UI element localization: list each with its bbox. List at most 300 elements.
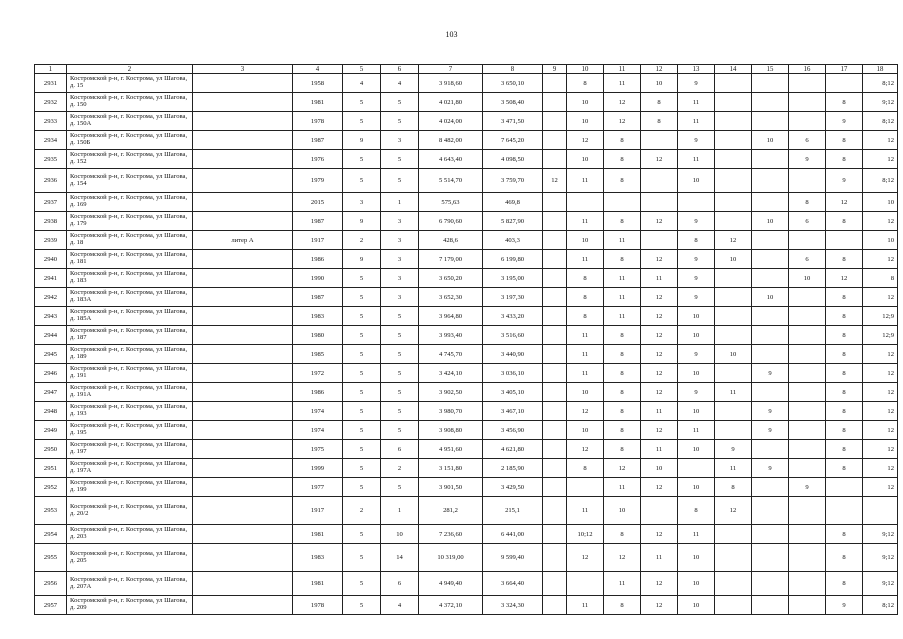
table-cell: 5	[343, 525, 381, 544]
table-cell: 2950	[35, 440, 67, 459]
table-cell: 8 482,00	[419, 131, 483, 150]
table-cell: 5	[343, 326, 381, 345]
column-header-18: 18	[863, 65, 898, 74]
table-cell	[826, 231, 863, 250]
table-cell: 10	[863, 231, 898, 250]
table-cell: 12	[863, 250, 898, 269]
column-header-11: 11	[604, 65, 641, 74]
table-cell: 8	[826, 525, 863, 544]
address-cell: Костромской р-н, г. Кострома, ул Шагова, д. 20/2	[67, 497, 193, 525]
table-cell: 11	[604, 269, 641, 288]
table-cell: 12	[641, 478, 678, 497]
table-cell: 12;9	[863, 307, 898, 326]
table-cell	[193, 269, 293, 288]
table-cell	[543, 150, 567, 169]
table-cell: 9	[678, 383, 715, 402]
address-cell: Костромской р-н, г. Кострома, ул Шагова, д. 199	[67, 478, 193, 497]
table-cell: 1	[381, 193, 419, 212]
address-cell: Костромской р-н, г. Кострома, ул Шагова, д. 187	[67, 326, 193, 345]
table-cell: 11	[567, 364, 604, 383]
table-cell	[543, 544, 567, 572]
table-row	[35, 572, 898, 596]
table-cell	[193, 93, 293, 112]
table-cell: 6	[789, 212, 826, 231]
table-cell: 5	[343, 112, 381, 131]
table-cell: 5	[381, 402, 419, 421]
table-cell: 8;12	[863, 169, 898, 193]
table-cell: 10	[752, 131, 789, 150]
table-cell	[789, 93, 826, 112]
table-cell: 2953	[35, 497, 67, 525]
table-cell	[543, 345, 567, 364]
column-header-4: 4	[293, 65, 343, 74]
table-cell: 5	[343, 364, 381, 383]
table-cell	[193, 459, 293, 478]
address-cell: Костромской р-н, г. Кострома, ул Шагова, д. 169	[67, 193, 193, 212]
table-cell	[752, 74, 789, 93]
column-header-7: 7	[419, 65, 483, 74]
table-cell: 12;9	[863, 326, 898, 345]
table-cell: 8	[604, 326, 641, 345]
table-cell	[543, 74, 567, 93]
table-cell: 8	[567, 74, 604, 93]
table-cell: 12	[863, 288, 898, 307]
address-cell: Костромской р-н, г. Кострома, ул Шагова, д. 189	[67, 345, 193, 364]
table-cell: 4 621,80	[483, 440, 543, 459]
table-cell: 12	[863, 402, 898, 421]
table-cell	[543, 131, 567, 150]
table-cell	[678, 459, 715, 478]
table-cell	[752, 193, 789, 212]
table-cell	[715, 572, 752, 596]
table-cell: 12	[826, 193, 863, 212]
table-cell: 1981	[293, 525, 343, 544]
table-cell	[193, 440, 293, 459]
table-cell: 4	[343, 74, 381, 93]
table-cell: 11	[567, 497, 604, 525]
table-cell: 1979	[293, 169, 343, 193]
table-cell: 1985	[293, 345, 343, 364]
table-cell: 2931	[35, 74, 67, 93]
table-cell	[752, 150, 789, 169]
table-cell	[543, 497, 567, 525]
address-cell: Костромской р-н, г. Кострома, ул Шагова, д. 183А	[67, 288, 193, 307]
table-cell	[543, 459, 567, 478]
table-cell: 1987	[293, 131, 343, 150]
table-cell: 10	[567, 112, 604, 131]
table-cell: 9	[752, 402, 789, 421]
table-cell	[543, 288, 567, 307]
table-cell: 12	[641, 572, 678, 596]
table-cell: 2946	[35, 364, 67, 383]
table-cell: 1974	[293, 402, 343, 421]
table-cell: 12	[604, 112, 641, 131]
table-cell: 8	[678, 231, 715, 250]
table-cell	[715, 544, 752, 572]
table-cell: 1990	[293, 269, 343, 288]
table-cell: 8	[863, 269, 898, 288]
table-cell	[193, 288, 293, 307]
table-cell: 3 456,90	[483, 421, 543, 440]
table-cell	[193, 131, 293, 150]
table-cell	[543, 212, 567, 231]
column-header-3: 3	[193, 65, 293, 74]
table-cell: 8	[826, 383, 863, 402]
table-cell	[715, 193, 752, 212]
table-cell	[193, 364, 293, 383]
table-cell	[193, 150, 293, 169]
table-cell: 5	[381, 307, 419, 326]
table-cell	[543, 596, 567, 615]
address-cell: Костромской р-н, г. Кострома, ул Шагова, д. 183	[67, 269, 193, 288]
table-cell	[193, 74, 293, 93]
table-cell	[193, 169, 293, 193]
table-cell: 3	[381, 131, 419, 150]
table-cell: 9 599,40	[483, 544, 543, 572]
table-cell	[789, 307, 826, 326]
table-cell	[789, 364, 826, 383]
table-cell: 12	[863, 459, 898, 478]
table-cell	[752, 345, 789, 364]
table-cell	[193, 383, 293, 402]
table-cell: 10	[381, 525, 419, 544]
table-row	[35, 93, 898, 112]
table-cell: 1987	[293, 288, 343, 307]
table-cell: 2944	[35, 326, 67, 345]
table-cell	[543, 402, 567, 421]
table-cell: 1987	[293, 212, 343, 231]
table-cell	[789, 231, 826, 250]
table-cell: 10	[678, 364, 715, 383]
table-cell: 12	[567, 131, 604, 150]
table-cell	[543, 112, 567, 131]
table-cell: 2933	[35, 112, 67, 131]
table-cell: 2936	[35, 169, 67, 193]
table-cell: 12	[863, 345, 898, 364]
table-row	[35, 402, 898, 421]
table-cell: 1986	[293, 250, 343, 269]
table-cell: 3 993,40	[419, 326, 483, 345]
table-cell: 4	[381, 74, 419, 93]
column-header-1: 1	[35, 65, 67, 74]
table-cell	[789, 421, 826, 440]
table-cell	[752, 169, 789, 193]
table-row	[35, 326, 898, 345]
table-cell: 9	[678, 288, 715, 307]
table-cell: 3 151,80	[419, 459, 483, 478]
table-cell: 8	[826, 150, 863, 169]
table-cell: 4 951,60	[419, 440, 483, 459]
table-cell: 10	[641, 459, 678, 478]
table-cell: 2957	[35, 596, 67, 615]
table-cell: 4 745,70	[419, 345, 483, 364]
table-cell	[789, 402, 826, 421]
table-cell: 9	[343, 212, 381, 231]
table-cell	[678, 193, 715, 212]
table-cell: 6	[381, 572, 419, 596]
table-cell: 5	[343, 383, 381, 402]
address-cell: Костромской р-н, г. Кострома, ул Шагова, д. 205	[67, 544, 193, 572]
table-cell: 3 650,10	[483, 74, 543, 93]
table-cell: 10;12	[567, 525, 604, 544]
table-cell: 3 440,90	[483, 345, 543, 364]
table-cell	[752, 497, 789, 525]
table-cell: 7 179,00	[419, 250, 483, 269]
table-cell	[752, 112, 789, 131]
table-cell: 2947	[35, 383, 67, 402]
page-number: 103	[445, 30, 458, 39]
table-row	[35, 544, 898, 572]
table-cell: 11	[604, 307, 641, 326]
table-cell	[752, 572, 789, 596]
table-cell	[715, 131, 752, 150]
table-cell	[789, 169, 826, 193]
table-cell: 12	[715, 497, 752, 525]
table-cell	[193, 421, 293, 440]
table-cell: 6 441,00	[483, 525, 543, 544]
table-cell: 9	[826, 169, 863, 193]
table-cell: 11	[678, 421, 715, 440]
table-cell: 1978	[293, 596, 343, 615]
table-cell: 1958	[293, 74, 343, 93]
table-cell: 428,6	[419, 231, 483, 250]
table-cell: 11	[678, 112, 715, 131]
address-cell: Костромской р-н, г. Кострома, ул Шагова, д. 191А	[67, 383, 193, 402]
table-cell: 12	[863, 150, 898, 169]
table-cell: 8	[789, 193, 826, 212]
column-header-17: 17	[826, 65, 863, 74]
table-cell: 11	[678, 150, 715, 169]
table-cell	[193, 112, 293, 131]
column-number-row	[35, 65, 898, 74]
table-row	[35, 150, 898, 169]
table-cell: 9	[678, 74, 715, 93]
table-cell: 5	[381, 478, 419, 497]
table-cell	[715, 212, 752, 231]
column-header-6: 6	[381, 65, 419, 74]
table-cell: 9;12	[863, 93, 898, 112]
table-cell: 5	[343, 93, 381, 112]
table-cell	[826, 74, 863, 93]
table-cell: 2934	[35, 131, 67, 150]
table-cell	[752, 269, 789, 288]
table-cell	[789, 74, 826, 93]
table-cell	[193, 478, 293, 497]
table-cell: 8	[604, 212, 641, 231]
table-cell: 8	[826, 326, 863, 345]
table-cell: 2	[381, 459, 419, 478]
table-cell: 10	[678, 402, 715, 421]
table-cell: 6	[789, 131, 826, 150]
table-cell: 10	[789, 269, 826, 288]
address-cell: Костромской р-н, г. Кострома, ул Шагова, д. 203	[67, 525, 193, 544]
table-cell: 10	[752, 212, 789, 231]
table-cell	[543, 421, 567, 440]
table-cell	[193, 402, 293, 421]
table-cell	[193, 497, 293, 525]
table-cell: 3	[381, 231, 419, 250]
table-cell: 3 902,50	[419, 383, 483, 402]
table-cell: 5	[343, 288, 381, 307]
table-cell	[715, 525, 752, 544]
table-cell: 5	[381, 421, 419, 440]
table-cell: 7 236,60	[419, 525, 483, 544]
table-cell: 10	[752, 288, 789, 307]
column-header-13: 13	[678, 65, 715, 74]
table-cell	[752, 326, 789, 345]
table-cell: 12	[641, 326, 678, 345]
table-cell	[715, 93, 752, 112]
table-cell: 1	[381, 497, 419, 525]
table-cell	[715, 326, 752, 345]
table-cell: 5	[381, 150, 419, 169]
table-cell	[789, 525, 826, 544]
table-cell: 6 199,80	[483, 250, 543, 269]
table-cell: 4 372,10	[419, 596, 483, 615]
table-cell	[789, 440, 826, 459]
table-cell: 8	[826, 250, 863, 269]
table-cell: 12	[641, 212, 678, 231]
table-cell: 5 827,90	[483, 212, 543, 231]
table-cell: 8	[567, 288, 604, 307]
table-cell: 3 433,20	[483, 307, 543, 326]
table-cell	[789, 572, 826, 596]
table-cell	[543, 93, 567, 112]
table-cell: 8	[604, 421, 641, 440]
table-cell: 2015	[293, 193, 343, 212]
table-cell: 9	[343, 131, 381, 150]
table-cell	[715, 402, 752, 421]
table-cell: 11	[715, 383, 752, 402]
table-cell	[715, 421, 752, 440]
address-cell: Костромской р-н, г. Кострома, ул Шагова, д. 197	[67, 440, 193, 459]
table-cell: 5	[343, 459, 381, 478]
table-cell	[789, 112, 826, 131]
table-cell	[193, 212, 293, 231]
table-cell: 4 021,80	[419, 93, 483, 112]
address-cell: Костромской р-н, г. Кострома, ул Шагова, д. 209	[67, 596, 193, 615]
table-row	[35, 525, 898, 544]
address-cell: Костромской р-н, г. Кострома, ул Шагова, д. 179	[67, 212, 193, 231]
table-row	[35, 596, 898, 615]
table-cell	[752, 231, 789, 250]
table-cell	[826, 497, 863, 525]
table-cell: 1981	[293, 572, 343, 596]
table-cell: 8	[826, 544, 863, 572]
table-cell	[567, 193, 604, 212]
table-cell: 12	[567, 544, 604, 572]
table-cell: 2932	[35, 93, 67, 112]
table-cell: 12	[567, 440, 604, 459]
table-cell: 9;12	[863, 572, 898, 596]
table-row	[35, 231, 898, 250]
table-cell: 12	[641, 383, 678, 402]
table-cell: 2956	[35, 572, 67, 596]
table-cell: 5	[381, 383, 419, 402]
table-cell: 3 516,60	[483, 326, 543, 345]
table-row	[35, 440, 898, 459]
table-row	[35, 364, 898, 383]
table-cell: 14	[381, 544, 419, 572]
table-cell: 5	[343, 440, 381, 459]
table-cell: 11	[567, 326, 604, 345]
table-cell: 1917	[293, 231, 343, 250]
address-cell: Костромской р-н, г. Кострома, ул Шагова, д. 150	[67, 93, 193, 112]
table-cell: 8	[604, 150, 641, 169]
table-cell	[543, 269, 567, 288]
table-cell: 12	[641, 288, 678, 307]
table-cell: 4 949,40	[419, 572, 483, 596]
table-cell	[543, 250, 567, 269]
address-cell: Костромской р-н, г. Кострома, ул Шагова, д. 154	[67, 169, 193, 193]
address-cell: Костромской р-н, г. Кострома, ул Шагова, д. 185А	[67, 307, 193, 326]
table-cell: 8;12	[863, 112, 898, 131]
table-cell: 8	[604, 402, 641, 421]
table-cell	[641, 497, 678, 525]
table-cell: 11	[641, 402, 678, 421]
table-cell: 3 405,10	[483, 383, 543, 402]
table-cell: 3 429,50	[483, 478, 543, 497]
table-cell: 12	[863, 421, 898, 440]
table-cell	[752, 478, 789, 497]
table-cell: 11	[715, 459, 752, 478]
table-row	[35, 459, 898, 478]
table-cell: 9	[678, 212, 715, 231]
table-cell: 5	[381, 345, 419, 364]
table-cell: 12	[826, 269, 863, 288]
column-header-9: 9	[543, 65, 567, 74]
table-row	[35, 193, 898, 212]
table-cell: 6	[381, 440, 419, 459]
table-cell	[789, 544, 826, 572]
table-cell	[715, 364, 752, 383]
table-cell	[193, 326, 293, 345]
table-cell	[715, 288, 752, 307]
table-cell: 2945	[35, 345, 67, 364]
table-cell: 8	[826, 364, 863, 383]
table-cell: 11	[641, 269, 678, 288]
table-cell: 1983	[293, 544, 343, 572]
table-cell	[863, 497, 898, 525]
table-cell: 9	[826, 112, 863, 131]
table-row	[35, 478, 898, 497]
table-cell: 11	[678, 93, 715, 112]
table-cell: 8	[826, 402, 863, 421]
table-cell: 3	[381, 288, 419, 307]
table-cell: 1981	[293, 93, 343, 112]
table-cell: 8	[826, 307, 863, 326]
table-cell: 10	[604, 497, 641, 525]
table-cell: 11	[567, 169, 604, 193]
table-cell: 1974	[293, 421, 343, 440]
table-cell	[543, 326, 567, 345]
table-cell: 2952	[35, 478, 67, 497]
table-row	[35, 112, 898, 131]
table-cell: 8	[826, 572, 863, 596]
table-cell: 8	[604, 383, 641, 402]
table-cell: 2941	[35, 269, 67, 288]
table-cell: 10	[678, 326, 715, 345]
table-cell	[752, 525, 789, 544]
housing-register-table	[34, 64, 898, 615]
table-cell: 10	[567, 93, 604, 112]
table-cell: 3	[343, 193, 381, 212]
table-row	[35, 288, 898, 307]
table-cell: 5	[343, 572, 381, 596]
table-cell: 575,63	[419, 193, 483, 212]
address-cell: Костромской р-н, г. Кострома, ул Шагова, д. 181	[67, 250, 193, 269]
table-cell	[193, 307, 293, 326]
